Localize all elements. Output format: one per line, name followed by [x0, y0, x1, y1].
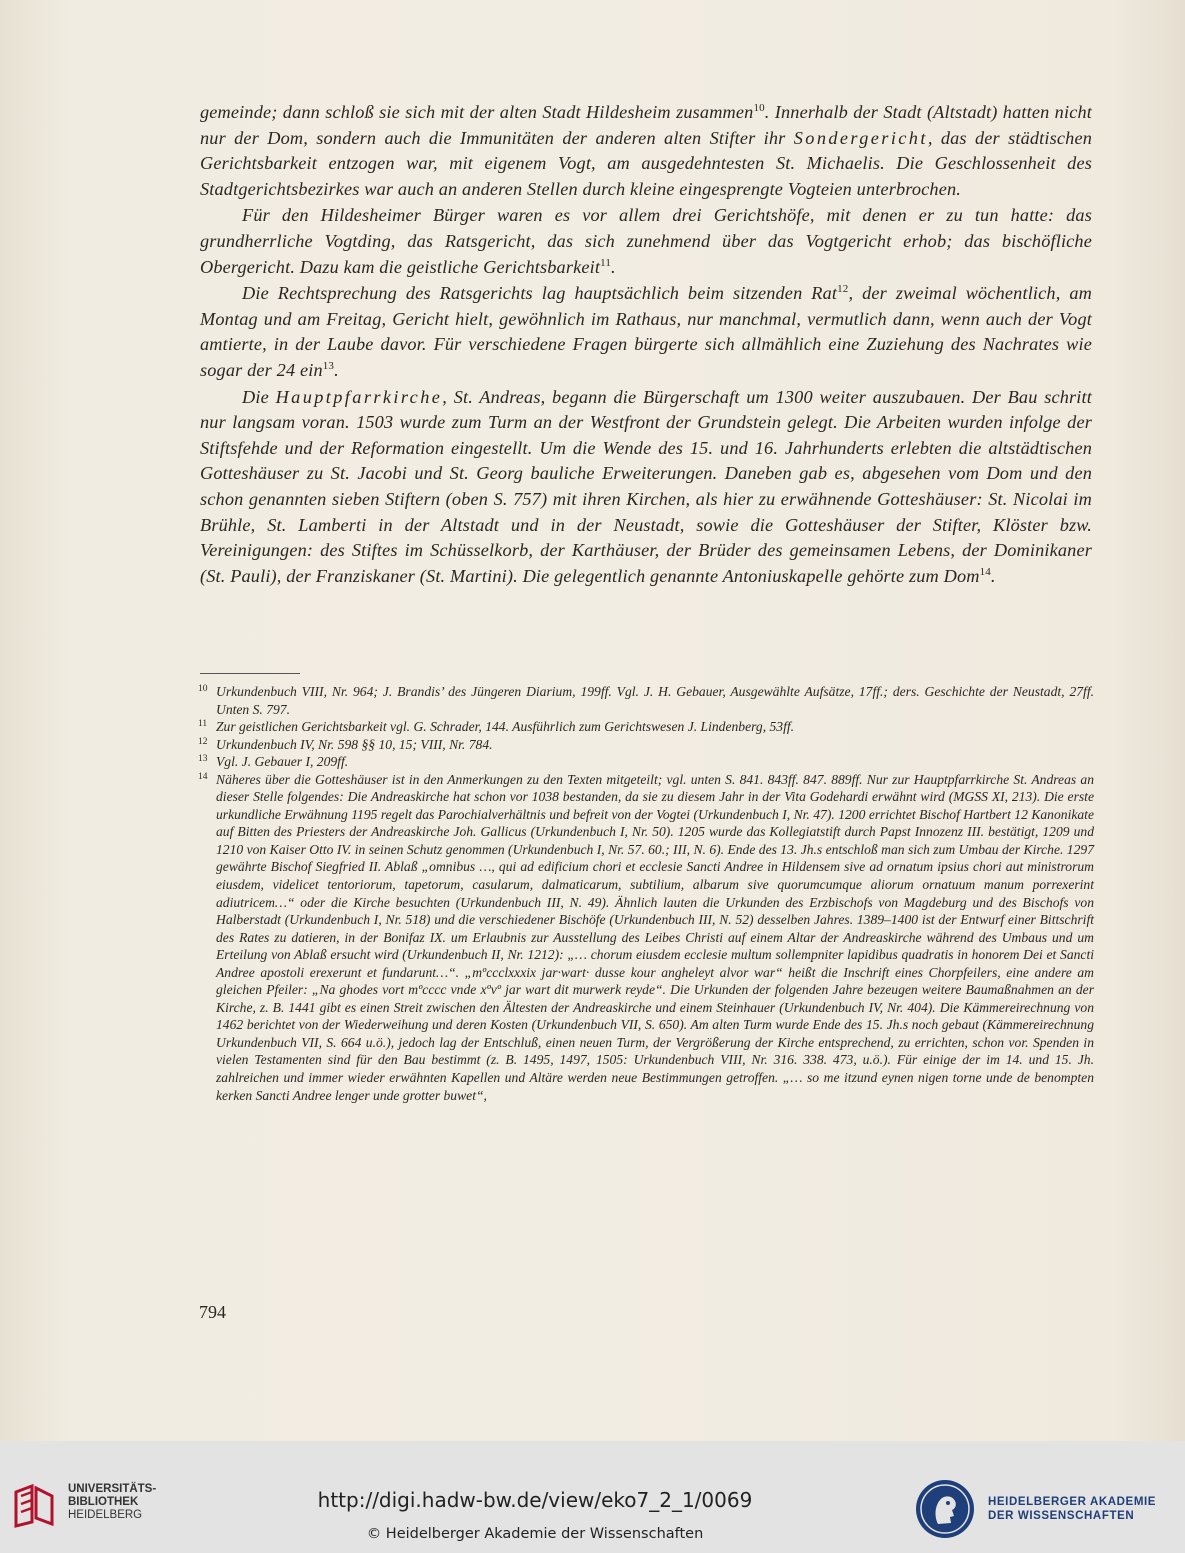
academy-logo-text: HEIDELBERGER AKADEMIE DER WISSENSCHAFTEN: [988, 1496, 1157, 1522]
footnote-divider: [200, 673, 300, 674]
footnote: 13 Vgl. J. Gebauer I, 209ff.: [198, 754, 349, 770]
footnote-ref[interactable]: 12: [837, 283, 849, 296]
footnote: 10 Urkundenbuch VIII, Nr. 964; J. Brandis’ des Jüngeren Diarium, 199ff. Vgl. J. H. Gebauer, Ausgewählte Aufsätze, 17ff.; ders. Geschichte der Neustadt, 27ff. Unten S. 797.: [198, 684, 1094, 717]
page-number: 794: [199, 1302, 226, 1322]
paragraph: Für den Hildesheimer Bürger waren es vor allem drei Gerichtshöfe, mit denen er zu tun hatte: das grundherrliche Vogtding, das Ratsgericht, das sich zunehmend über das Vogtgericht erhob; das bischöfliche Obergericht. Dazu kam die geistliche Gerichtsbarkeit$^{11}$.: [200, 205, 1092, 277]
copyright-notice: © Heidelberger Akademie der Wissenschaften: [366, 1526, 704, 1542]
university-library-logo-text: UNIVERSITÄTS- BIBLIOTHEK HEIDELBERG: [68, 1483, 157, 1521]
footnote: 11 Zur geistlichen Gerichtsbarkeit vgl. G. Schrader, 144. Ausführlich zum Gerichtswesen J. Lindenberg, 53ff.: [198, 719, 795, 735]
footnote-ref[interactable]: 14: [979, 565, 991, 578]
book-logo-icon: [12, 1482, 58, 1528]
footnote-ref[interactable]: 11: [600, 256, 611, 269]
spaced-term: Sondergericht: [793, 127, 928, 148]
paragraph: Die Rechtsprechung des Ratsgerichts lag hauptsächlich beim sitzenden Rat$^{12}$, der zweimal wöchentlich, am Montag und am Freitag, Gericht hielt, gewöhnlich im Rathaus, nur manchmal, vermutlich dann, wenn auch der Vogt amtierte, in der Laube davor. Für verschiedene Fragen bürgerte sich allmählich eine Zuziehung des Nachrates wie sogar der 24 ein$^{13}$.: [200, 283, 1092, 380]
footnote-ref[interactable]: 10: [753, 101, 765, 114]
footnote: 12 Urkundenbuch IV, Nr. 598 §§ 10, 15; VIII, Nr. 784.: [198, 736, 493, 752]
paragraph: Die Hauptpfarrkirche, St. Andreas, begann die Bürgerschaft um 1300 weiter auszubauen. Der Bau schritt nur langsam voran. 1503 wurde zum Turm an der Westfront der Grundstein gelegt. Die Arbeiten wurden infolge der Stiftsfehde und der Reformation eingestellt. Um die Wende des 15. und 16. Jahrhunderts erlebten die altstädtischen Gotteshäuser zu St. Jacobi und St. Georg bauliche Erweiterungen. Daneben gab es, abgesehen vom Dom und den schon genannten sieben Stiftern (oben S. 757) mit ihren Kirchen, als hier zu erwähnende Gotteshäuser: St. Nicolai im Brühle, St. Lamberti in der Altstadt und in der Neustadt, sowie die Gotteshäuser der Stifter, Klöster bzw. Vereinigungen: des Stiftes im Schüsselkorb, der Karthäuser, der Brüder des gemeinsamen Lebens, der Dominikaner (St. Pauli), der Franziskaner (St. Martini). Die gelegentlich genannte Antoniuskapelle gehörte zum Dom$^{14}$.: [200, 386, 1092, 586]
footnotes: [198, 683, 1094, 1104]
permalink-url[interactable]: http://digi.hadw-bw.de/view/eko7_2_1/0069: [317, 1488, 753, 1512]
footnote-ref[interactable]: 13: [322, 359, 335, 372]
spaced-term: Hauptpfarrkirche: [275, 386, 443, 407]
main-text: [200, 100, 1092, 589]
academy-seal-icon: [914, 1478, 976, 1540]
paragraph: gemeinde; dann schloß sie sich mit der alten Stadt Hildesheim zusammen$^{10}$. Innerhalb der Stadt (Altstadt) hatten nicht nur der Dom, sondern auch die Immunitäten der anderen alten Stifter ihr Sondergericht, das der städtischen Gerichtsbarkeit entzogen war, mit eigenem Vogt, am ausgedehntesten St. Michaelis. Die Geschlossenheit des Stadtgerichtsbezirkes war auch an anderen Stellen durch kleine eingesprengte Vogteien unterbrochen.: [200, 101, 1093, 199]
footnote: 14 Näheres über die Gotteshäuser ist in den Anmerkungen zu den Texten mitgeteilt; vgl. unten S. 841. 843ff. 847. 889ff. Nur zur Hauptpfarrkirche St. Andreas an dieser Stelle folgendes: Die Andreaskirche hat schon vor 1038 bestanden, da sie zu diesem Jahr in der Vita Godehardi erwähnt wird (MGSS XI, 213). Die erste urkundliche Erwähnung 1195 regelt das Parochialverhältnis und befreit von der Vogtei (Urkundenbuch I, Nr. 47). 1200 errichtet Bischof Hartbert 12 Kanonikate auf Bitten des Priesters der Andreaskirche Joh. Gallicus (Urkundenbuch I, Nr. 50). 1205 wurde das Kollegiatstift durch Papst Innozenz III. bestätigt, 1209 und 1210 von Kaiser Otto IV. in seinen Schutz genommen (Urkundenbuch I, Nr. 57. 60.; III, N. 6). Ende des 13. Jh.s entschloß man sich zum Umbau der Kirche. 1297 gewährte Bischof Siegfried II. Ablaß „omnibus …, qui ad edificium chori et ecclesie Sancti Andree in Hildensem sive ad ornatum ipsius chori aut ministrorum eiusdem, videlicet tentoriorum, tapetorum, casularum, dalmaticarum, subtilium, albarum sive quorumcumque aliorum ornatuum manum porrexerint adiutricem…“ oder die Kirche besuchten (Urkundenbuch III, N. 49). Ähnlich lauten die Urkunden des Erzbischofs von Magdeburg und des Bischofs von Halberstadt (Urkundenbuch I, Nr. 518) und die verschiedener Bischöfe (Urkundenbuch III, N. 52) desselben Jahres. 1389–1400 ist der Entwurf einer Bittschrift des Rates zu datieren, in der Bonifaz IX. um Erlaubnis zur Ausstellung des Leibes Christi auf einem Altar der Andreaskirche während des Umbaus und um Erteilung von Ablaß ersucht wird (Urkundenbuch II, Nr. 1212): „… chorum eiusdem ecclesie multum sollempniter lapidibus quadratis in honorem Dei et Sancti Andree apostoli erexerunt et fundarunt…“. „mºccclxxxix jar·wart· dusse kour angheleyt alvor war“ heißt die Inschrift eines Chorpfeilers, eine andere am gleichen Pfeiler: „Na ghodes vort mºcccc vnde xºvº jar wart dit murwerk reyde“. Die Urkunden der folgenden Jahre bezeugen weitere Baumaßnahmen an der Kirche, z. B. 1441 gibt es einen Streit zwischen den Ältesten der Andreaskirche und einem Steinhauer (Urkundenbuch IV, Nr. 404). Die Kämmereirechnung von 1462 berichtet von der Wiederweihung und deren Kosten (Urkundenbuch VII, S. 650). Am alten Turm wurde Ende des 15. Jh.s noch gebaut (Kämmereirechnung Urkundenbuch VII, S. 664 u.ö.), jedoch lag der Entschluß, einen neuen Turm, der Vergrößerung der Kirche entsprechend, zu errichten, schon vor. Spenden in vielen Testamenten sind für den Bau bestimmt (z. B. 1495, 1497, 1505: Urkundenbuch VIII, Nr. 316. 338. 473, u.ö.). Für einige der im 14. und 15. Jh. zahlreichen und immer wieder erwähnten Kapellen und Altäre werden neue Bestimmungen getroffen. „… so me itzund eynen nigen torne unde de benompten kerken Sancti Andree lenger unde grotter buwet“,: [198, 771, 1094, 1103]
